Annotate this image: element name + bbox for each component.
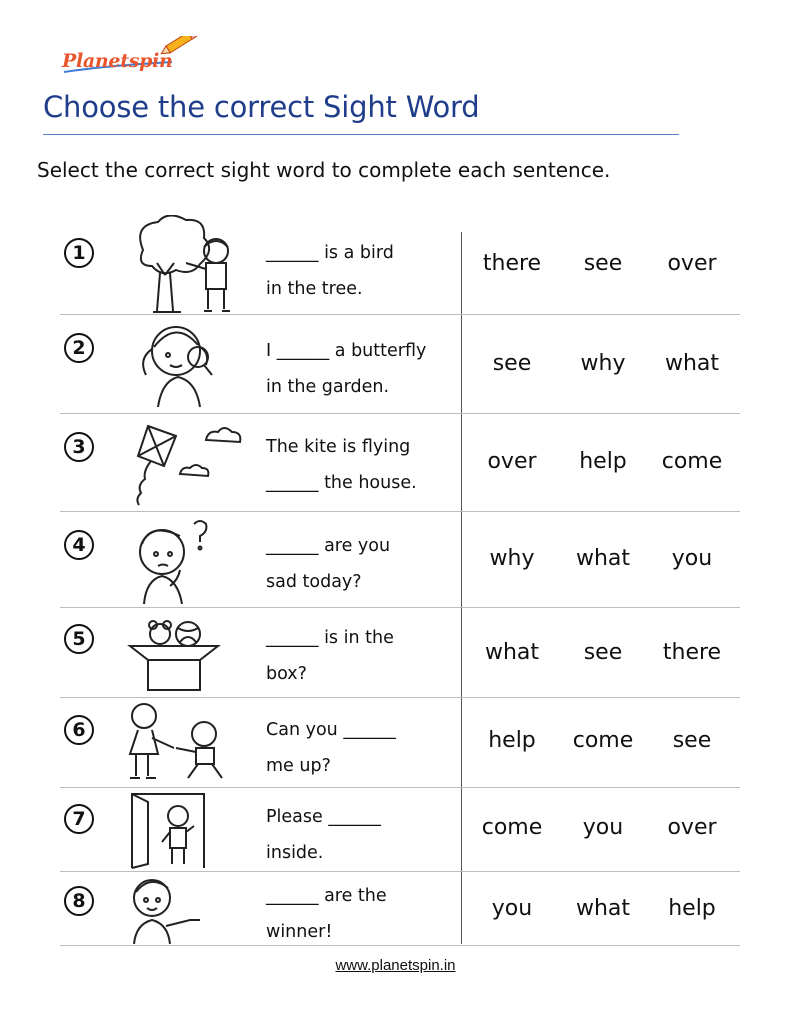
tree-and-boy-icon: [118, 215, 268, 315]
question-table: [60, 225, 740, 946]
option-word[interactable]: there: [662, 640, 722, 665]
sentence-line-1: I ______ a butterfly: [266, 341, 427, 361]
sentence-line-2: ______ the house.: [266, 473, 417, 493]
sentence-line-1: Can you ______: [266, 720, 396, 740]
sentence-line-1: ______ are the: [266, 886, 387, 906]
question-number: 3: [64, 432, 94, 462]
brand-logo: [62, 36, 202, 84]
question-number: 5: [64, 624, 94, 654]
question-text: [266, 235, 456, 307]
girl-with-magnifier-icon: [118, 317, 268, 409]
option-word[interactable]: help: [579, 449, 627, 474]
sentence-line-2: in the garden.: [266, 377, 390, 397]
option-word[interactable]: you: [671, 546, 713, 571]
option-word[interactable]: why: [489, 546, 535, 571]
footer-url[interactable]: www.planetspin.in: [335, 957, 456, 974]
sentence-line-2: inside.: [266, 843, 324, 863]
option-word[interactable]: what: [575, 896, 631, 921]
question-row: [60, 608, 740, 698]
thinking-boy-icon: [118, 516, 268, 606]
question-text: [266, 878, 456, 950]
question-row: [60, 512, 740, 608]
question-text: [266, 620, 456, 692]
option-word[interactable]: you: [582, 815, 624, 840]
brand-name: Planetspin: [62, 50, 173, 72]
question-row: [60, 225, 740, 315]
title-divider: [43, 134, 679, 135]
question-row: [60, 315, 740, 414]
sentence-line-1: ______ is in the: [266, 628, 394, 648]
sentence-line-1: ______ is a bird: [266, 243, 394, 263]
option-word[interactable]: over: [667, 251, 717, 276]
question-text: [266, 333, 456, 405]
option-word[interactable]: over: [667, 815, 717, 840]
sentence-line-2: winner!: [266, 922, 333, 942]
question-row: [60, 872, 740, 946]
question-number: 6: [64, 715, 94, 745]
option-word[interactable]: there: [482, 251, 542, 276]
sentence-line-2: sad today?: [266, 572, 362, 592]
option-word[interactable]: what: [664, 351, 720, 376]
question-row: [60, 698, 740, 788]
toy-box-icon: [118, 610, 268, 696]
sentence-line-1: Please ______: [266, 807, 381, 827]
option-word[interactable]: come: [572, 728, 634, 753]
question-number: 7: [64, 804, 94, 834]
question-row: [60, 414, 740, 512]
option-word[interactable]: see: [583, 640, 623, 665]
question-text: [266, 528, 456, 600]
option-word[interactable]: what: [575, 546, 631, 571]
sentence-line-2: box?: [266, 664, 307, 684]
boy-pointing-icon: [118, 874, 268, 946]
option-word[interactable]: why: [580, 351, 626, 376]
question-text: [266, 799, 456, 871]
page-title: Choose the correct Sight Word: [43, 90, 480, 124]
option-word[interactable]: see: [672, 728, 712, 753]
option-word[interactable]: come: [661, 449, 723, 474]
footer-link[interactable]: [0, 957, 791, 974]
option-word[interactable]: help: [488, 728, 536, 753]
children-helping-icon: [118, 698, 268, 786]
question-number: 2: [64, 333, 94, 363]
option-word[interactable]: see: [583, 251, 623, 276]
option-word[interactable]: help: [668, 896, 716, 921]
boy-at-door-icon: [118, 788, 268, 872]
question-number: 1: [64, 238, 94, 268]
option-word[interactable]: over: [487, 449, 537, 474]
option-word[interactable]: see: [492, 351, 532, 376]
question-text: [266, 712, 456, 784]
option-word[interactable]: come: [481, 815, 543, 840]
option-word[interactable]: you: [491, 896, 533, 921]
question-row: [60, 788, 740, 872]
option-word[interactable]: what: [484, 640, 540, 665]
question-number: 4: [64, 530, 94, 560]
sentence-line-2: in the tree.: [266, 279, 363, 299]
sentence-line-1: ______ are you: [266, 536, 391, 556]
instruction-text: Select the correct sight word to complete each sentence.: [37, 158, 611, 182]
question-number: 8: [64, 886, 94, 916]
question-text: [266, 429, 456, 501]
sentence-line-2: me up?: [266, 756, 331, 776]
sentence-line-1: The kite is flying: [266, 437, 411, 457]
kite-and-clouds-icon: [118, 418, 268, 508]
